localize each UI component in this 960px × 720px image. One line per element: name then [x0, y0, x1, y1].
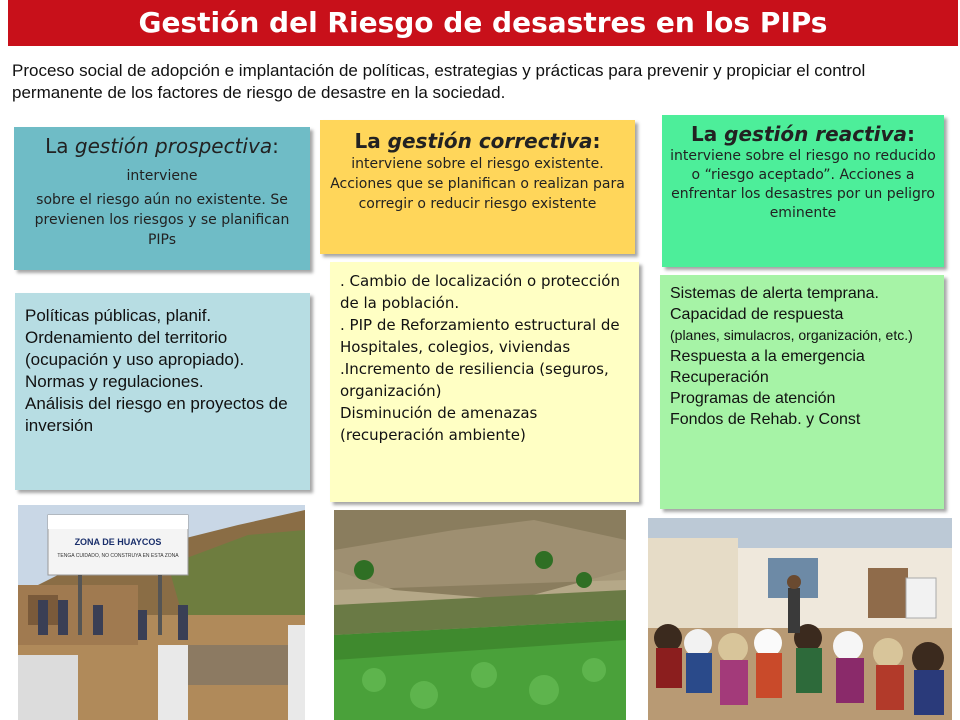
- sign-line2: TENGA CUIDADO, NO CONSTRUYA EN ESTA ZONA: [57, 553, 179, 559]
- list-item: . PIP de Reforzamiento estructural de Hospitales, colegios, viviendas: [340, 316, 620, 356]
- list-item: Ordenamiento del territorio (ocupación y uso apropiado).: [25, 328, 245, 369]
- prospective-heading-em: gestión prospectiva: [74, 134, 273, 158]
- list-item: Capacidad de respuesta: [670, 306, 844, 323]
- list-item: Sistemas de alerta temprana.: [670, 285, 879, 302]
- list-item: Fondos de Rehab. y Const: [670, 411, 861, 428]
- corrective-heading-em: gestión correctiva: [387, 129, 593, 153]
- reactive-description: interviene sobre el riesgo no reducido o “riesgo aceptado”. Acciones a enfrentar los desastres por un peligro eminente: [670, 148, 936, 221]
- list-item: Políticas públicas, planif.: [25, 306, 212, 325]
- prospective-list: [15, 293, 310, 490]
- corrective-list: [330, 262, 639, 502]
- intro-text: Proceso social de adopción e implantación de políticas, estrategias y prácticas para prevenir y propiciar el control permanente de los factores de riesgo de desastre en la sociedad.: [12, 61, 866, 102]
- prospective-heading-box: [14, 127, 310, 270]
- corrective-heading-prefix: La: [354, 129, 388, 153]
- photo-community-meeting: [648, 518, 952, 720]
- corrective-heading-box: [320, 120, 635, 254]
- list-item: Respuesta a la emergencia: [670, 348, 865, 365]
- reactive-heading-em: gestión reactiva: [724, 122, 908, 146]
- corrective-heading-suffix: :: [592, 129, 601, 153]
- list-item: Análisis del riesgo en proyectos de inversión: [25, 394, 288, 435]
- corrective-description: interviene sobre el riesgo existente. Acciones que se planifican o realizan para corregir o reducir riesgo existente: [330, 156, 625, 212]
- prospective-heading-tail: interviene: [126, 168, 198, 184]
- list-item: Normas y regulaciones.: [25, 372, 204, 391]
- reactive-heading-box: [662, 115, 944, 267]
- sign-line1: ZONA DE HUAYCOS: [74, 537, 162, 547]
- list-item: Recuperación: [670, 369, 769, 386]
- prospective-heading-suffix: :: [272, 134, 279, 158]
- list-item: Programas de atención: [670, 390, 836, 407]
- prospective-description: sobre el riesgo aún no existente. Se previenen los riesgos y se planifican PIPs: [34, 192, 290, 248]
- photo-terraced-slope: [334, 510, 626, 720]
- reactive-heading-suffix: :: [907, 122, 916, 146]
- list-item: Disminución de amenazas (recuperación ambiente): [340, 404, 538, 444]
- prospective-heading-prefix: La: [45, 134, 75, 158]
- list-item: (planes, simulacros, organización, etc.): [670, 327, 913, 343]
- reactive-list: [660, 275, 944, 509]
- slide-title: Gestión del Riesgo de desastres en los PIPs: [8, 0, 958, 46]
- list-item: . Cambio de localización o protección de la población.: [340, 272, 620, 312]
- photo-hazard-zone-sign: [18, 505, 305, 720]
- list-item: .Incremento de resiliencia (seguros, organización): [340, 360, 609, 400]
- reactive-heading-prefix: La: [690, 122, 725, 146]
